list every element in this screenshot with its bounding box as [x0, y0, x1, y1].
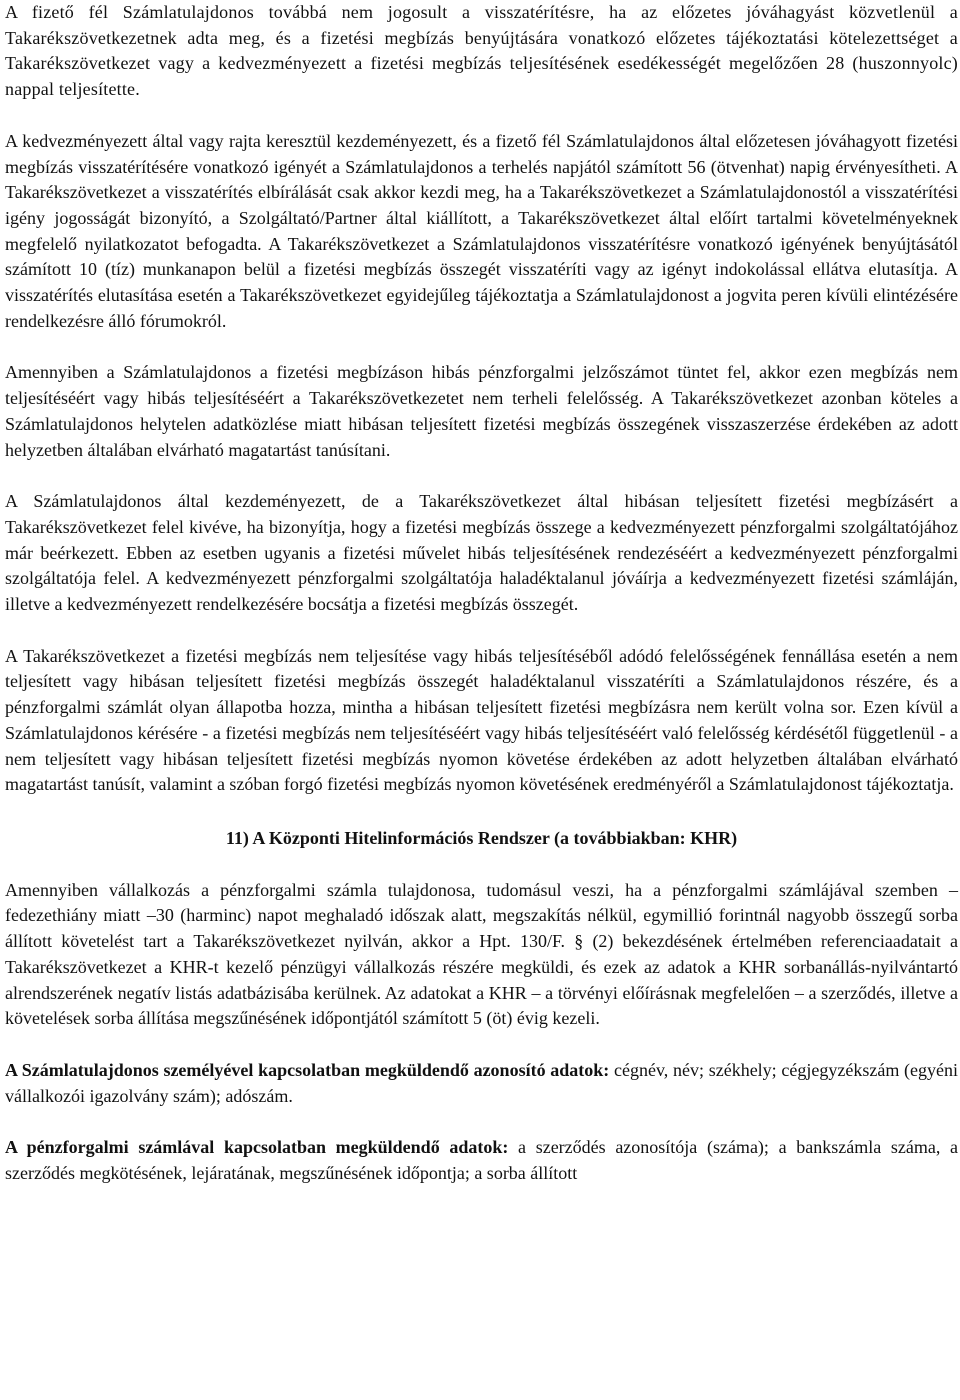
paragraph-owner-identification-data — [5, 1058, 958, 1109]
owner-identification-values: cégnév, név; székhely; cégjegyzékszám (egyéni vállalkozói igazolvány szám); adószám. — [5, 1059, 959, 1106]
paragraph-liability: A Takarékszövetkezet a fizetési megbízás nem teljesítése vagy hibás teljesítéséből adódó felelősségének fennállása esetén a nem teljesített vagy hibásan teljesített fizetési megbízás összegét haladéktalanul visszatéríti a Számlatulajdonos részére, és a pénzforgalmi számlát olyan állapotba hozza, mintha a hibásan teljesített fizetési megbízásra nem került volna sor. Ezen kívül a Számlatulajdonos kérésére - a fizetési megbízás nem teljesítéséért vagy hibás teljesítéséért való felelősség kérdésétől függetlenül - a nem teljesített vagy hibásan teljesített fizetési megbízás nyomon követése érdekében az adott helyzetben általában elvárható magatartást tanúsít, valamint a szóban forgó fizetési megbízás nyomon követésének eredményéről a Számlatulajdonost tájékoztatja. — [5, 645, 958, 795]
paragraph-wrong-account-number: Amennyiben a Számlatulajdonos a fizetési megbízáson hibás pénzforgalmi jelzőszámot tüntet fel, akkor ezen megbízás nem teljesítéséért vagy hibás teljesítéséért a Takarékszövetkezetet nem terheli felelősség. A Takarékszövetkezet azonban köteles a Számlatulajdonos helytelen adatközlése miatt hibásan teljesített fizetési megbízás összegének visszaszerzése érdekében az adott helyzetben általában elvárható magatartást tanúsítani. — [5, 362, 958, 460]
paragraph-khr-reporting: Amennyiben vállalkozás a pénzforgalmi számla tulajdonosa, tudomásul veszi, ha a pénzforgalmi számlájával szemben – fedezethiány miatt –30 (harminc) napot meghaladó időszak alatt, megszakítás nélkül, egymillió forintnál nagyobb összegű sorba állított követelést tart a Takarékszövetkezet nyilván, akkor a Hpt. 130/F. § (2) bekezdésének értelmében referenciaadatait a Takarékszövetkezet a KHR-t kezelő pénzügyi vállalkozás részére megküldi, és ezek az adatok a KHR sorbanállás-nyilvántartó alrendszerének negatív listás adatbázisába kerülnek. Az adatokat a KHR – a törvényi előírásnak megfelelően – a szerződés, illetve a követelések sorba állítása megszűnésének időpontjától számított 5 (öt) évig kezeli. — [5, 879, 958, 1029]
owner-identification-label: A Számlatulajdonos személyével kapcsolatban megküldendő azonosító adatok: — [5, 1059, 610, 1080]
section-heading-khr: 11) A Központi Hitelinformációs Rendszer (a továbbiakban: KHR) — [225, 827, 738, 848]
paragraph-refund-exclusion: A fizető fél Számlatulajdonos továbbá nem jogosult a visszatérítésre, ha az előzetes jóváhagyást közvetlenül a Takarékszövetkezetnek adta meg, és a fizetési megbízás benyújtására vonatkozó előzetes tájékoztatási kötelezettséget a Takarékszövetkezet vagy a kedvezményezett a fizetési megbízás teljesítésének esedékességét megelőzően 28 (huszonnyolc) nappal teljesítette. — [5, 2, 958, 100]
paragraph-account-data — [5, 1135, 958, 1186]
paragraph-faulty-execution: A Számlatulajdonos által kezdeményezett, de a Takarékszövetkezet által hibásan teljesített fizetési megbízásért a Takarékszövetkezet felel kivéve, ha bizonyítja, hogy a fizetési megbízás összege a kedvezményezett pénzforgalmi szolgáltatójához már beérkezett. Ebben az esetben ugyanis a fizetési művelet hibás teljesítésének rendezéséért a kedvezményezett pénzforgalmi szolgáltatója felel. A kedvezményezett pénzforgalmi szolgáltatója haladéktalanul jóváírja a kedvezményezett fizetési számláján, illetve a kedvezményezett rendelkezésére bocsátja a fizetési megbízás összegét. — [5, 491, 958, 615]
paragraph-refund-claim: A kedvezményezett által vagy rajta keresztül kezdeményezett, és a fizető fél Számlatulajdonos által előzetesen jóváhagyott fizetési megbízás visszatérítésére vonatkozó igényét a Számlatulajdonos a terhelés napjától számított 56 (ötvenhat) napig érvényesítheti. A Takarékszövetkezet a visszatérítés elbírálását csak akkor kezdi meg, ha a Takarékszövetkezet a Számlatulajdonostól a visszatérítési igény jogosságát bizonyító, a Szolgáltató/Partner által kiállított, a Takarékszövetkezet által előírt tartalmi követelményeknek megfelelő nyilatkozatot befogadta. A Takarékszövetkezet a Számlatulajdonos visszatérítésre vonatkozó igényének benyújtásától számított 10 (tíz) munkanapon belül a fizetési megbízás összegét visszatéríti vagy az igényt indokolással ellátva elutasítja. A visszatérítés elutasítása esetén a Takarékszövetkezet egyidejűleg tájékoztatja a Számlatulajdonost a jogvita peren kívüli elintézésére rendelkezésre álló fórumokról. — [5, 130, 958, 331]
account-data-label: A pénzforgalmi számlával kapcsolatban megküldendő adatok: — [5, 1137, 509, 1158]
account-data-values: a szerződés azonosítója (száma); a bankszámla száma, a szerződés megkötésének, lejáratának, megszűnésének időpontja; a sorba állított — [5, 1137, 958, 1184]
